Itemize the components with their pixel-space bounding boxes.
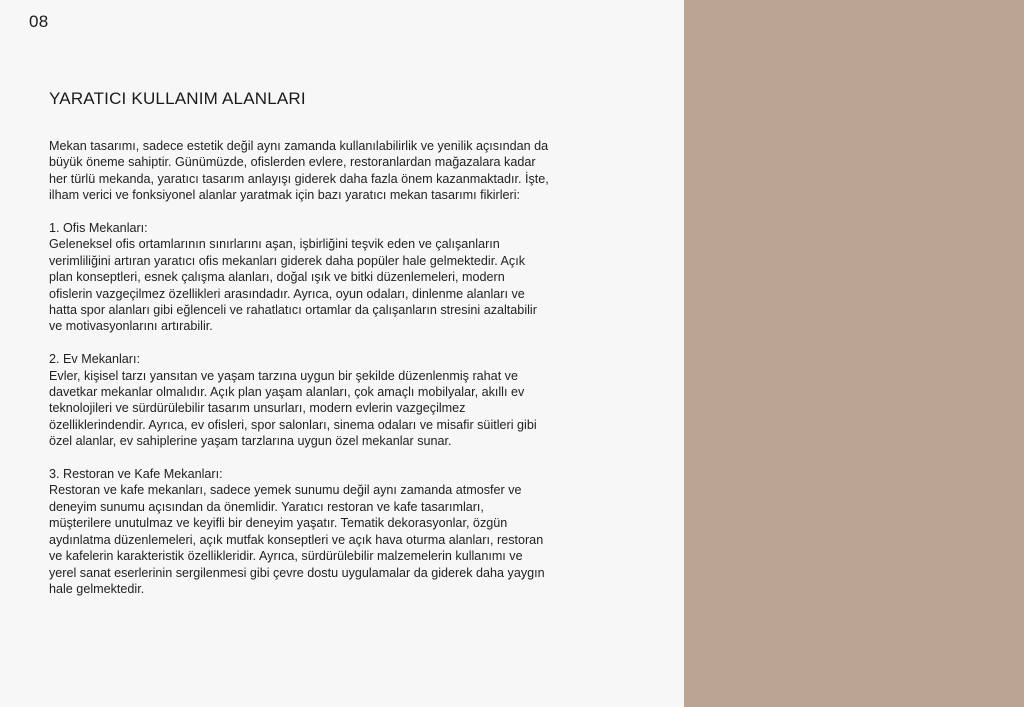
section-home <box>49 351 549 449</box>
section-text: Evler, kişisel tarzı yansıtan ve yaşam tarzına uygun bir şekilde düzenlenmiş rahat ve davetkar mekanlar olmalıdır. Açık plan yaşam alanları, çok amaçlı mobilyalar, akıllı ev teknolojileri ve sürdürülebilir tasarım unsurları, modern evlerin vazgeçilmez özelliklerindendir. Ayrıca, ev ofisleri, spor salonları, sinema odaları ve misafir süitleri gibi özel alanlar, ev sahiplerine yaşam tarzlarına uygun özel mekanlar sunar. <box>49 368 537 449</box>
section-restaurant <box>49 466 549 597</box>
section-text: Restoran ve kafe mekanları, sadece yemek sunumu değil aynı zamanda atmosfer ve deneyim sunumu açısından da önemlidir. Yaratıcı restoran ve kafe tasarımları, müşterilere unutulmaz ve keyifli bir deneyim yaşatır. Tematik dekorasyonlar, özgün aydınlatma düzenlemeleri, açık mutfak konseptleri ve açık hava oturma alanları, restoran ve kafelerin karakteristik özellikleridir. Ayrıca, sürdürülebilir malzemelerin kullanımı ve yerel sanat eserlerinin sergilenmesi gibi çevre dostu uygulamalar da giderek daha yaygın hale gelmektedir. <box>49 483 545 596</box>
section-title: 1. Ofis Mekanları: <box>49 221 148 236</box>
page-number: 08 <box>29 12 49 31</box>
intro-paragraph: Mekan tasarımı, sadece estetik değil aynı zamanda kullanılabilirlik ve yenilik açısından da büyük öneme sahiptir. Günümüzde, ofislerden evlere, restoranlardan mağazalara kadar her türlü mekanda, yaratıcı tasarım anlayışı giderek daha fazla önem kazanmaktadır. İşte, ilham verici ve fonksiyonel alanlar yaratmak için bazı yaratıcı mekan tasarımı fikirleri: <box>49 139 549 203</box>
section-title: 3. Restoran ve Kafe Mekanları: <box>49 467 223 482</box>
page-title: YARATICI KULLANIM ALANLARI <box>49 89 306 108</box>
section-text: Geleneksel ofis ortamlarının sınırlarını aşan, işbirliğini teşvik eden ve çalışanların verimliliğini artıran yaratıcı ofis mekanları giderek daha popüler hale gelmektedir. Açık plan konseptleri, esnek çalışma alanları, doğal ışık ve bitki düzenlemeleri, modern ofislerin vazgeçilmez özellikleri arasındadır. Ayrıca, oyun odaları, dinlenme alanları ve hatta spor alanları gibi eğlenceli ve rahatlatıcı ortamlar da çalışanların stresini azaltabilir ve motivasyonlarını artırabilir. <box>49 237 537 334</box>
body-text <box>49 138 549 614</box>
section-title: 2. Ev Mekanları: <box>49 352 140 367</box>
section-office <box>49 220 549 335</box>
decorative-side-panel <box>684 0 1024 707</box>
